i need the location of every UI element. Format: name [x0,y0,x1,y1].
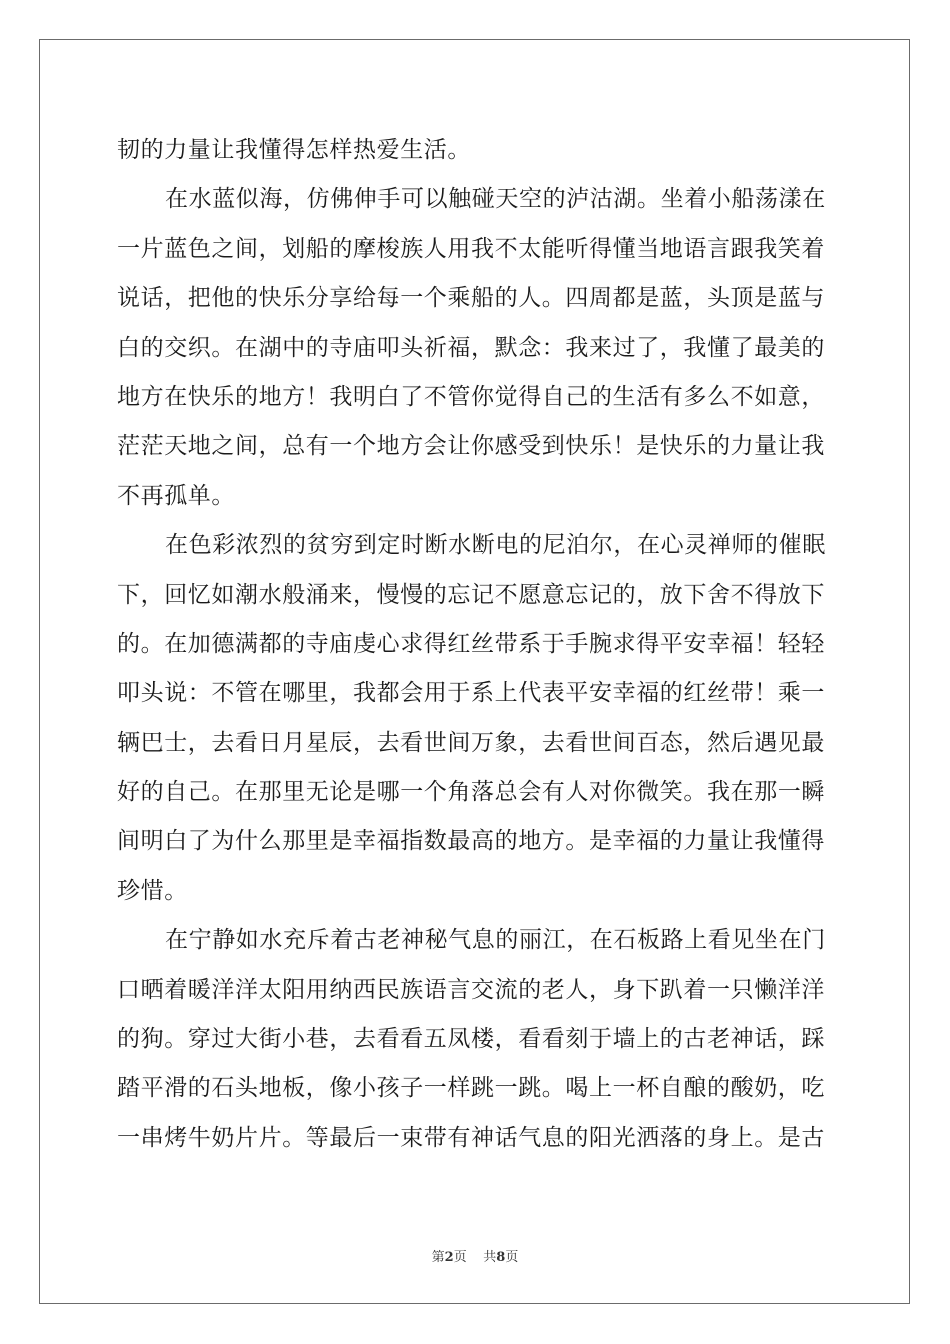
text-line: 在色彩浓烈的贫穷到定时断水断电的尼泊尔，在心灵禅师的催眠 [165,532,826,559]
page-number-label: 第2页 [431,1250,467,1265]
text-line: 辆巴士，去看日月星辰，去看世间万象，去看世间百态，然后遇见最 [117,729,825,756]
text-line: 茫茫天地之间，总有一个地方会让你感受到快乐！是快乐的力量让我 [117,433,825,460]
text-line: 地方在快乐的地方！我明白了不管你觉得自己的生活有多么不如意， [117,383,825,410]
text-line: 韧的力量让我懂得怎样热爱生活。 [117,137,471,163]
text-line: 下，回忆如潮水般涌来，慢慢的忘记不愿意忘记的，放下舍不得放下 [117,581,825,608]
text-line: 叩头说：不管在哪里，我都会用于系上代表平安幸福的红丝带！乘一 [117,680,825,707]
text-line: 口晒着暖洋洋太阳用纳西民族语言交流的老人，身下趴着一只懒洋洋 [117,976,825,1003]
text-line: 说话，把他的快乐分享给每一个乘船的人。四周都是蓝，头顶是蓝与 [117,285,825,312]
document-body [117,126,833,1163]
text-line: 的狗。穿过大街小巷，去看看五凤楼，看看刻于墙上的古老神话，踩 [117,1026,825,1053]
text-line: 好的自己。在那里无论是哪一个角落总会有人对你微笑。我在那一瞬 [117,779,825,806]
text-line: 一片蓝色之间，划船的摩梭族人用我不太能听得懂当地语言跟我笑着 [117,235,825,262]
text-line: 白的交织。在湖中的寺庙叩头祈福，默念：我来过了，我懂了最美的 [117,334,825,361]
text-line: 间明白了为什么那里是幸福指数最高的地方。是幸福的力量让我懂得 [117,828,825,855]
text-line: 的。在加德满都的寺庙虔心求得红丝带系于手腕求得平安幸福！轻轻 [117,630,825,657]
text-line: 在水蓝似海，仿佛伸手可以触碰天空的泸沽湖。坐着小船荡漾在 [165,186,826,213]
page-footer [0,1246,950,1265]
text-line: 踏平滑的石头地板，像小孩子一样跳一跳。喝上一杯自酿的酸奶，吃 [117,1075,825,1102]
text-line: 在宁静如水充斥着古老神秘气息的丽江，在石板路上看见坐在门 [165,927,826,954]
page-total-label: 共8页 [483,1250,519,1265]
text-line: 珍惜。 [117,877,188,904]
text-line: 一串烤牛奶片片。等最后一束带有神话气息的阳光洒落的身上。是古 [117,1124,825,1151]
text-line: 不再孤单。 [117,482,235,509]
